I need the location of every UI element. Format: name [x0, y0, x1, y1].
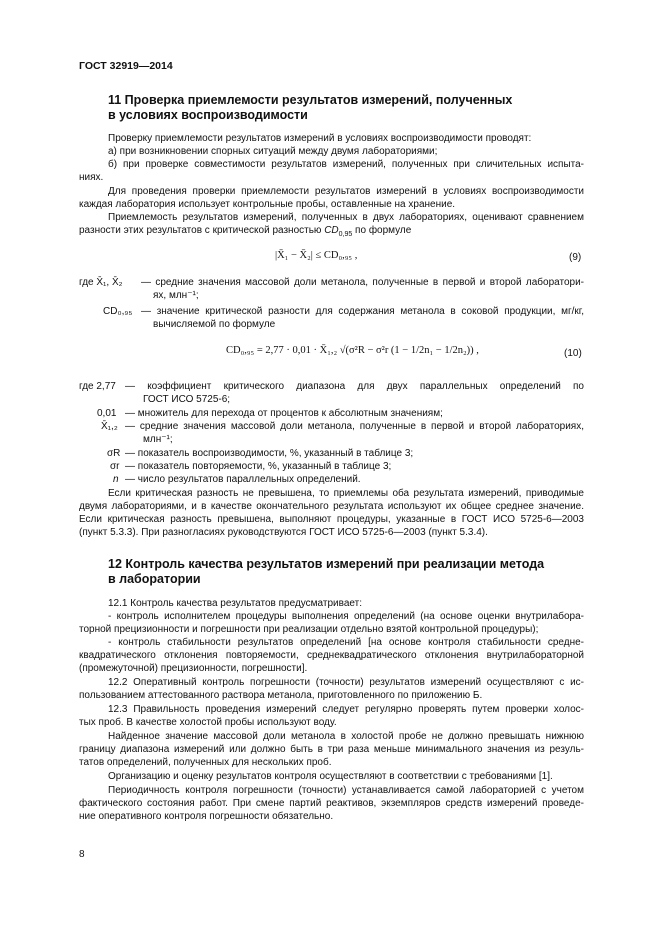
paragraph-line: (промежуточной) прецизионности, погрешности].	[79, 663, 308, 674]
section-11-title-cont: в условиях воспроизводимости	[108, 108, 308, 122]
document-header: ГОСТ 32919—2014	[79, 60, 173, 72]
paragraph-line: тых проб. В качестве холостой пробы используют воду.	[79, 717, 337, 728]
where-definition-cont: млн⁻¹;	[143, 434, 173, 445]
paragraph-line: фактического состояния работ. При смене партий реактивов, экземпляров средств измерений проведе-	[79, 798, 584, 809]
paragraph-line: б) при проверке совместимости результатов измерений, полученных при сличительных испыта-	[108, 159, 584, 170]
paragraph-line: границу диапазона измерений или должно быть в три раза меньше минимального значения из резуль-	[79, 744, 584, 755]
paragraph-line: Периодичность контроля погрешности (точности) устанавливается самой лабораторией с учетом	[108, 785, 584, 796]
paragraph-line: татов определений, полученных для нескольких проб.	[79, 757, 332, 768]
where-term: σr	[110, 461, 120, 472]
where-term: 0,01	[97, 408, 117, 419]
paragraph-line: - контроль стабильности результатов определений [на основе контроля стабильности средне-	[108, 637, 584, 648]
equation-number: (10)	[564, 348, 582, 359]
paragraph-line: каждая лаборатория использует контрольные пробы, оставленные на хранение.	[79, 199, 456, 210]
where-definition: — множитель для перехода от процентов к абсолютным значениям;	[125, 408, 443, 419]
where-term: CD₀,₉₅	[103, 306, 133, 317]
formula-9: |X̄₁ − X̄₂| ≤ CD₀,₉₅ ,	[275, 250, 358, 261]
paragraph-line: Если критическая разность превышена, выполняют процедуры, указанные в ГОСТ ИСО 5725-6—2003	[79, 514, 584, 525]
section-12-title: 12 Контроль качества результатов измерений при реализации метода	[108, 557, 545, 571]
where-term: X̄₁,₂	[101, 421, 118, 432]
where-definition: — значение критической разности для содержания метанола в соковой продукции, мг/кг,	[141, 306, 584, 317]
where-definition: — средние значения массовой доли метанола, полученные в первой и второй лабораториях,	[125, 421, 584, 432]
where-definition: — число результатов параллельных определений.	[125, 474, 361, 485]
where-definition: — коэффициент критического диапазона для двух параллельных определений по	[125, 381, 584, 392]
where-definition: — показатель повторяемости, %, указанный в таблице 3;	[125, 461, 392, 472]
paragraph-line: 12.1 Контроль качества результатов предусматривает:	[108, 598, 362, 609]
paragraph-line: Для проведения проверки приемлемости результатов измерений в условиях воспроизводимости	[108, 186, 584, 197]
equation-number: (9)	[569, 252, 582, 263]
paragraph-line: (пункт 5.3.3). При разногласиях руководствуются ГОСТ ИСО 5725-6—2003 (пункт 5.3.4).	[79, 527, 488, 538]
where-definition: — средние значения массовой доли метанола, полученные в первой и второй лаборатори-	[141, 277, 584, 288]
page-number: 8	[79, 849, 85, 860]
paragraph-line: Организацию и оценку результатов контроля осуществляют в соответствии с требованиями [1].	[108, 771, 553, 782]
paragraph-line: разности этих результатов с критической разностью $CD_{0,95}$ по формуле	[79, 225, 412, 238]
paragraph-line: двумя лабораториями, и в качестве окончательного результата используют их общее среднее значение.	[79, 501, 584, 512]
paragraph-line: Если критическая разность не превышена, то приемлемы оба результата измерений, приводимые	[108, 488, 584, 499]
paragraph-line: 12.3 Правильность проведения измерений следует регулярно проверять путем проверки холос-	[108, 704, 584, 715]
section-12-title-cont: в лаборатории	[108, 572, 201, 586]
paragraph-line: а) при возникновении спорных ситуаций между двумя лабораториями;	[108, 146, 438, 157]
paragraph-line: 12.2 Оперативный контроль погрешности (точности) результатов измерений осуществляют с ис-	[108, 677, 584, 688]
where-definition: — показатель воспроизводимости, %, указанный в таблице 3;	[125, 448, 414, 459]
paragraph-line: Найденное значение массовой доли метанола в холостой пробе не должно превышать нижнюю	[108, 731, 584, 742]
paragraph-line: - контроль исполнителем процедуры выполнения определений (на основе оценки внутрилабора-	[108, 611, 584, 622]
paragraph-line: квадратического отклонения повторяемости, среднеквадратического отклонения внутрилабораторной	[79, 650, 584, 661]
paragraph-line: ние оперативного контроля погрешности обязательно.	[79, 811, 334, 822]
where-term: n	[113, 474, 119, 485]
where-definition-cont: вычисляемой по формуле	[153, 319, 276, 330]
paragraph-line: Проверку приемлемости результатов измерений в условиях воспроизводимости проводят:	[108, 133, 532, 144]
paragraph-line: ниях.	[79, 172, 104, 183]
where-term: где X̄₁, X̄₂	[79, 277, 123, 288]
section-11-title: 11 Проверка приемлемости результатов измерений, полученных	[108, 93, 513, 107]
formula-10: CD₀,₉₅ = 2,77 · 0,01 · X̄₁,₂ √(σ²R − σ²r (1 − 1/2n₁ − 1/2n₂)) ,	[226, 345, 479, 356]
paragraph-line: пользованием аттестованного раствора метанола, приготовленного по приложению Б.	[79, 690, 483, 701]
where-term: σR	[107, 448, 121, 459]
paragraph-line: торной прецизионности и погрешности при реализации отдельно взятой контрольной процедуры);	[79, 624, 539, 635]
where-definition-cont: ГОСТ ИСО 5725-6;	[143, 394, 231, 405]
where-definition-cont: ях, млн⁻¹;	[153, 290, 199, 301]
paragraph-line: Приемлемость результатов измерений, полученных в двух лабораториях, оценивают сравнением	[108, 212, 584, 223]
where-term: где 2,77	[79, 381, 116, 392]
